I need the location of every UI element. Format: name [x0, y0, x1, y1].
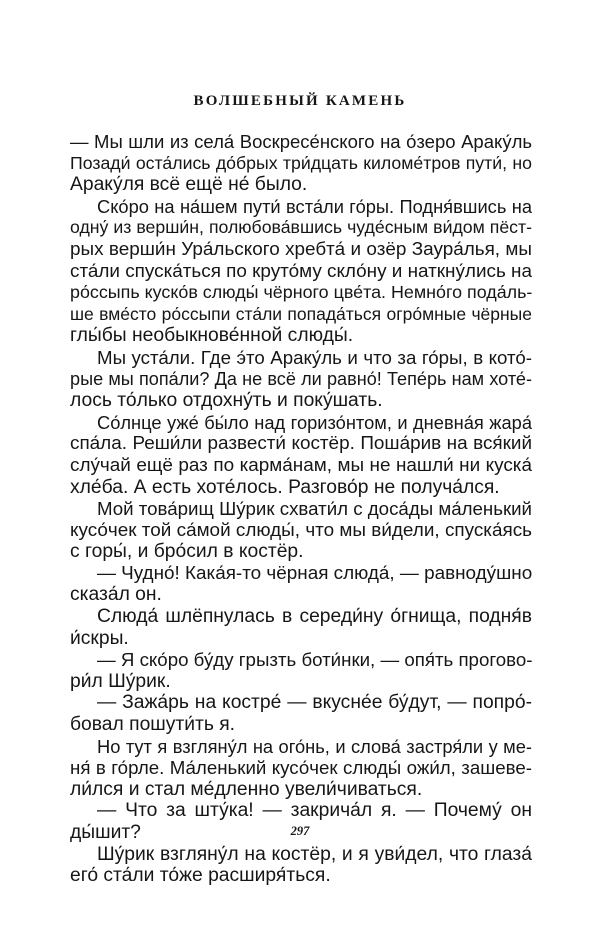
text-line: одну́ из верши́н, полюбова́вшись чуде́сным ви́дом пёст- [70, 217, 532, 238]
text-line: Со́лнце уже́ бы́ло над горизо́нтом, и дневна́я жара́ [97, 411, 532, 433]
text-line: Мы уста́ли. Где э́то Араку́ль и что за го́ры, в кото́- [97, 346, 532, 368]
text-line: Позади́ оста́лись до́брых три́дцать киломе́тров пути́, но [70, 152, 532, 173]
text-line: — Чудно́! Кака́я-то чёрная слюда́, — равноду́шно [97, 562, 532, 584]
text-line: ста́ли спуска́ться по круто́му скло́ну и наткну́лись на [70, 260, 532, 282]
text-line: и́скры. [70, 627, 129, 649]
text-line: ды́шит? [70, 822, 141, 843]
page-number: 297 [290, 824, 310, 838]
text-line: его́ ста́ли то́же расширя́ться. [70, 865, 331, 887]
text-line: Араку́ля всё ещё не́ было. [70, 174, 308, 196]
text-line: ро́ссыпь куско́в слюды́ чёрного цве́та. Немно́го пода́ль- [70, 282, 532, 303]
text-line: бовал пошути́ть я. [70, 714, 236, 736]
text-line: ри́л Шу́рик. [70, 670, 171, 692]
text-line: — Что за шту́ка! — закрича́л я. — Почему́ он [97, 800, 532, 822]
text-line: Шу́рик взгляну́л на костёр, и я уви́дел, что глаза́ [97, 843, 532, 865]
text-line: рые мы попа́ли? Да не всё ли равно́! Тепе́рь нам хоте́- [70, 368, 532, 389]
text-line: спа́ла. Реши́ли развести́ костёр. Поша́рив на вся́кий [70, 433, 532, 455]
text-line: Слюда́ шлёпнулась в середи́ну о́гнища, подня́в [97, 606, 532, 628]
text-line: Мой това́рищ Шу́рик схвати́л с доса́ды ма́ленький [97, 498, 532, 520]
text-line: слу́чай ещё раз по карма́нам, мы не нашли́ ни куска́ [70, 454, 532, 476]
text-line: рых верши́н Ура́льского хребта́ и озёр Заура́лья, мы [70, 238, 532, 260]
text-line: ли́лся и стал ме́дленно увели́чиваться. [70, 778, 423, 800]
text-line: — Мы шли из села́ Воскресе́нского на о́зеро Араку́ль [70, 131, 532, 152]
text-line: кусо́чек той са́мой слюды́, что мы ви́дели, спуска́ясь [70, 519, 532, 541]
text-line: — Я ско́ро бу́ду грызть боти́нки, — опя́ть прогово- [97, 649, 532, 671]
text-line: ше вме́сто ро́ссыпи ста́ли попада́ться огро́мные чёрные [70, 303, 532, 324]
text-line: сказа́л он. [70, 584, 162, 606]
text-line: — Зажа́рь на костре́ — вкусне́е бу́дут, — попро́- [97, 692, 532, 714]
text-line: хле́ба. А есть хоте́лось. Разгово́р не получа́лся. [70, 476, 500, 498]
text-line: лось то́лько отдохну́ть и поку́шать. [70, 390, 383, 412]
body-text [70, 131, 532, 887]
text-line: Ско́ро на на́шем пути́ вста́ли го́ры. Подня́вшись на [97, 195, 532, 217]
text-line: глы́бы необыкнове́нной слюды́. [70, 325, 354, 347]
chapter-title: ВОЛШЕБНЫЙ КАМЕНЬ [193, 93, 407, 109]
text-line: ня́ в го́рле. Ма́ленький кусо́чек слюды́ ожи́л, зашеве- [70, 757, 532, 779]
text-line: Но тут я взгляну́л на ого́нь, и слова́ застря́ли у ме- [97, 735, 532, 757]
text-line: с горы́, и бро́сил в костёр. [70, 541, 304, 563]
